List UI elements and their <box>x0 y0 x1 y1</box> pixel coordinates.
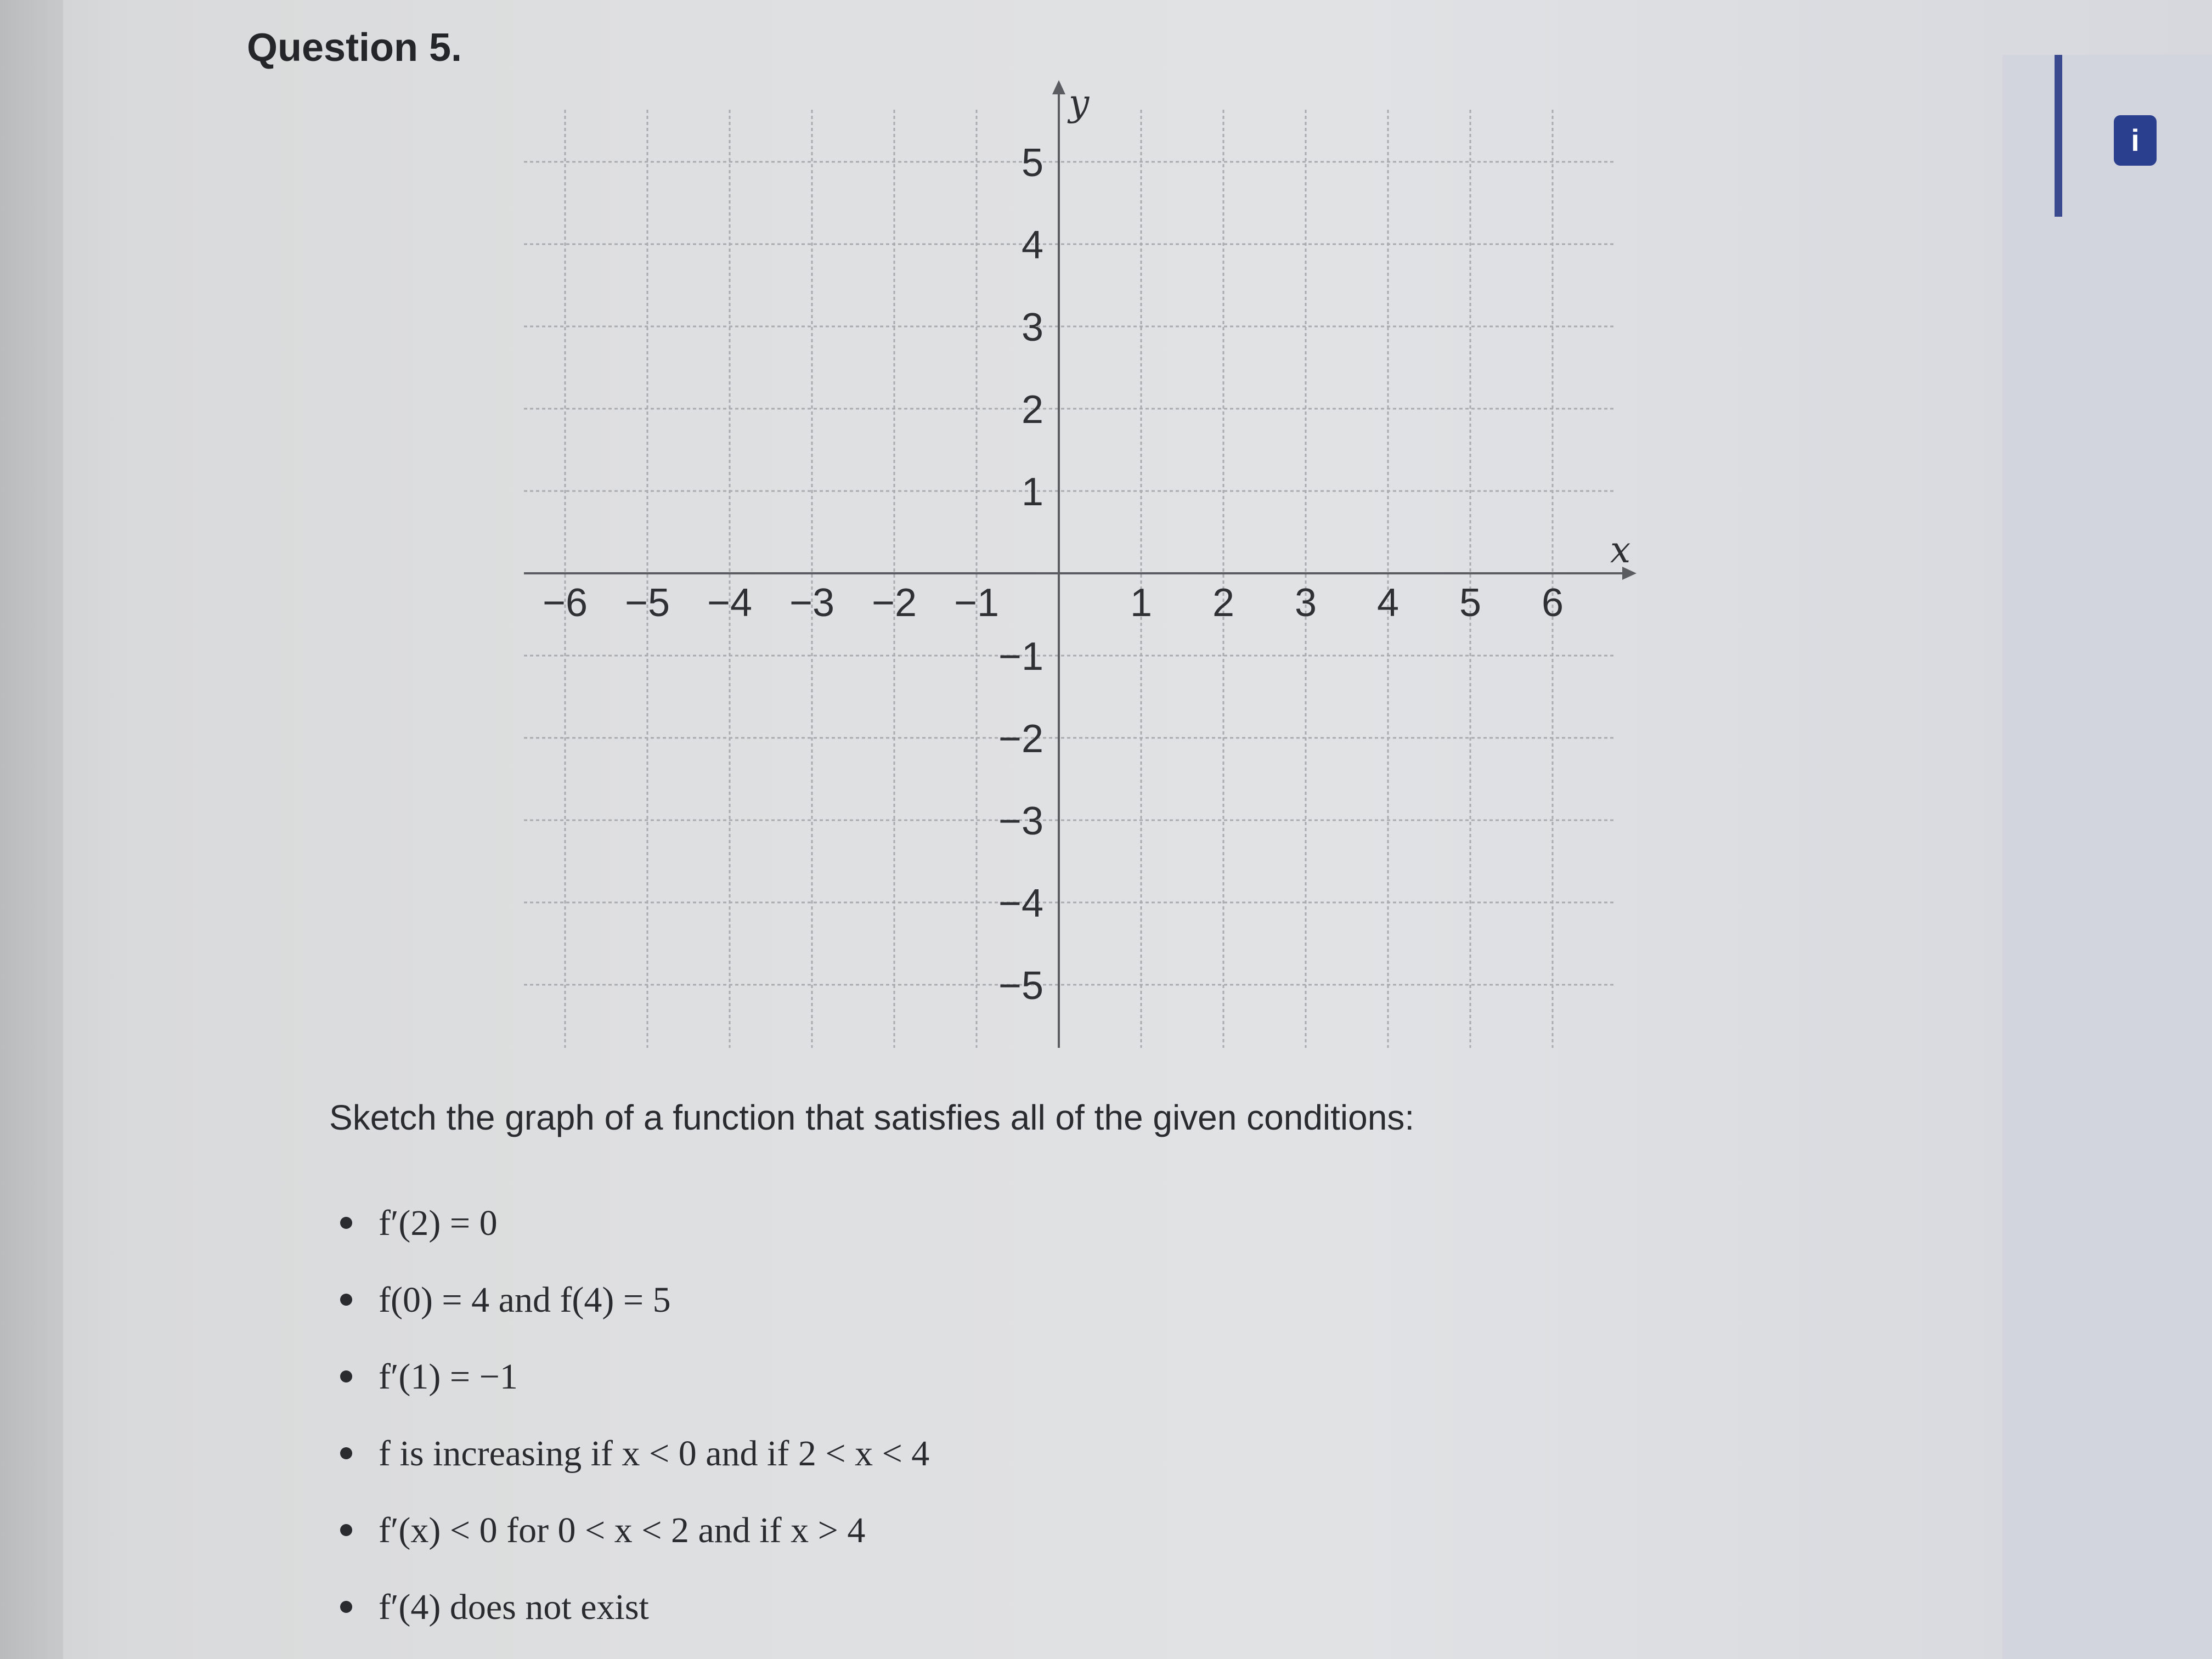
x-tick-label: 2 <box>1212 581 1235 625</box>
y-tick-label: 2 <box>1021 388 1043 432</box>
bullet-icon <box>340 1370 352 1383</box>
condition-item <box>340 1503 929 1580</box>
bullet-icon <box>340 1601 352 1613</box>
y-tick-label: −2 <box>998 717 1043 761</box>
conditions-list <box>340 1196 929 1657</box>
x-tick-label: −1 <box>953 581 1000 625</box>
prompt-text: Sketch the graph of a function that satisfies all of the given conditions: <box>329 1098 1415 1137</box>
y-tick-label: 3 <box>1021 306 1043 349</box>
condition-item <box>340 1426 929 1503</box>
condition-text: f′(2) = 0 <box>379 1203 498 1243</box>
condition-item <box>340 1350 929 1426</box>
y-tick-label: 4 <box>1021 223 1043 267</box>
condition-text: f′(x) < 0 for 0 < x < 2 and if x > 4 <box>379 1510 866 1550</box>
condition-text: f′(1) = −1 <box>379 1357 518 1397</box>
condition-item <box>340 1196 929 1273</box>
x-tick-label: 1 <box>1130 581 1153 625</box>
info-icon[interactable]: i <box>2114 115 2157 166</box>
x-tick-label: −6 <box>542 581 588 625</box>
bullet-icon <box>340 1524 352 1536</box>
x-tick-label: 3 <box>1294 581 1317 625</box>
condition-item <box>340 1273 929 1350</box>
y-axis-arrow-icon <box>1052 80 1065 94</box>
right-side-panel <box>2002 55 2212 1659</box>
x-tick-label: −2 <box>871 581 917 625</box>
bullet-icon <box>340 1447 352 1459</box>
y-tick-label: −1 <box>998 635 1043 679</box>
y-tick-label: −3 <box>998 799 1043 843</box>
y-axis-label: y <box>1069 82 1090 124</box>
coordinate-grid <box>466 82 1631 1053</box>
condition-text: f is increasing if x < 0 and if 2 < x < 4 <box>379 1434 930 1474</box>
y-tick-label: 5 <box>1021 141 1043 185</box>
bullet-icon <box>340 1217 352 1229</box>
x-tick-label: −3 <box>789 581 835 625</box>
right-accent-bar <box>2055 55 2062 217</box>
x-tick-label: 5 <box>1459 581 1482 625</box>
condition-item <box>340 1580 929 1657</box>
bullet-icon <box>340 1294 352 1306</box>
y-tick-label: −5 <box>998 964 1043 1008</box>
x-tick-label: −5 <box>624 581 670 625</box>
y-tick-label: −4 <box>998 882 1043 926</box>
left-edge-strip <box>0 0 63 1659</box>
x-tick-label: 4 <box>1376 581 1400 625</box>
x-tick-label: −4 <box>707 581 753 625</box>
condition-text: f′(4) does not exist <box>379 1587 649 1627</box>
x-tick-label: 6 <box>1541 581 1564 625</box>
x-axis-label: x <box>1610 529 1631 571</box>
question-title: Question 5. <box>247 26 462 70</box>
y-tick-label: 1 <box>1021 470 1043 514</box>
condition-text: f(0) = 4 and f(4) = 5 <box>379 1280 671 1320</box>
